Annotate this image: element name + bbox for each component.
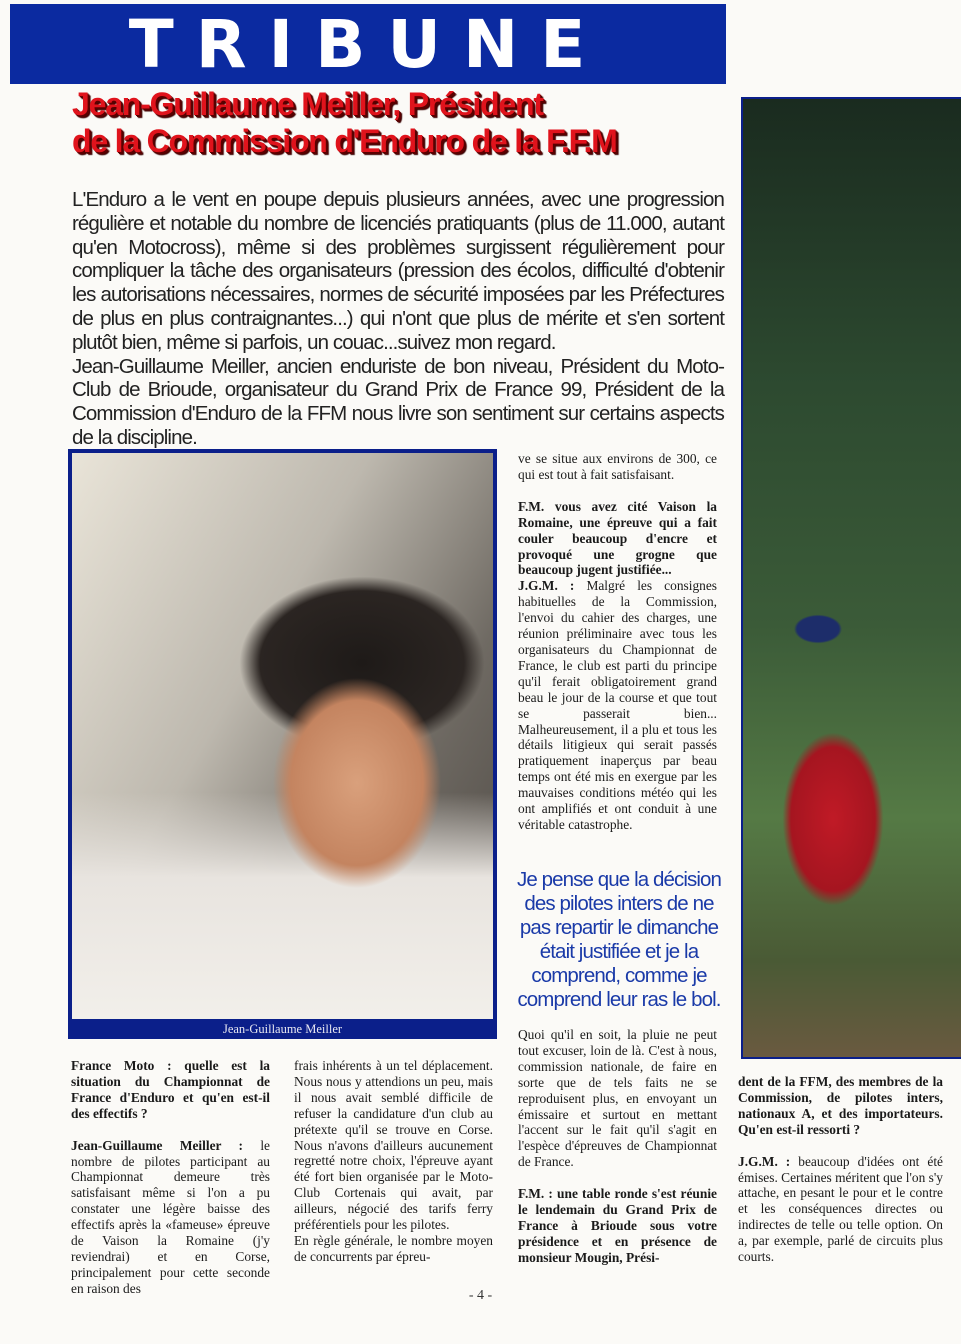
answer-1-text: le nombre de pilotes participant au Championnat demeure très satisfaisant même si l'on a pu constater une légère baisse des effectifs après la «fameuse» épreuve de Vaison la Romaine (j'y reviendrai) et en Corse, principalement pour cette seconde en raison des bbox=[71, 1137, 270, 1296]
photo-caption: Jean-Guillaume Meiller bbox=[222, 1022, 343, 1036]
article-column-3-top bbox=[518, 451, 717, 833]
article-column-3-bottom bbox=[518, 1027, 717, 1266]
column-3-text-2: Quoi qu'il en soit, la pluie ne peut tout excuser, loin de là. C'est à nous, commission nationale, de faire en sorte que de tels faits ne se reproduisent plus, en envoyant un émissaire et surtout en mettant l'accent sur le fait qu'il s'agit en l'espèce d'épreuves de Championnat de France. bbox=[518, 1027, 717, 1170]
race-photo bbox=[741, 97, 961, 1059]
intro-text-1: L'Enduro a le vent en poupe depuis plusieurs années, avec une progression régulière et notable du nombre de licenciés pratiquants (plus de 11.000, autant qu'en Motocross), même si des problèmes surgissent régulièrement pour compliquer la tâche des organisateurs (pression des écolos, difficulté d'obtenir les autorisations nécessaires, normes de sécurité imposées par les Préfectures de plus en plus contraignantes...) qui n'ont que plus de mérite et s'en sortent plutôt bien, même si parfois, un couac...suivez mon regard. bbox=[72, 188, 724, 354]
answer-1-speaker: Jean-Guillaume Meiller : bbox=[71, 1137, 243, 1153]
answer-3-text: beaucoup d'idées ont été émises. Certaines méritent que l'on s'y attache, en pesant le pour et le contre et les conséquences directes ou indirectes de telle ou telle option. On a, par exemple, parlé de circuits plus courts. bbox=[738, 1153, 943, 1265]
intro-text-2: Jean-Guillaume Meiller, ancien enduriste de bon niveau, Président du Moto-Club de Brioude, organisateur du Grand Prix de France 99, Président de la Commission d'Enduro de la FFM nous livre son sentiment sur certains aspects de la discipline. bbox=[72, 354, 724, 449]
page-number: - 4 - bbox=[468, 1288, 493, 1303]
answer-3 bbox=[738, 1154, 943, 1265]
answer-2-speaker: J.G.M. : bbox=[518, 578, 575, 594]
answer-2 bbox=[518, 578, 717, 833]
portrait-photo bbox=[68, 449, 497, 1039]
race-image bbox=[743, 99, 961, 1057]
question-3: F.M. : une table ronde s'est réunie le lendemain du Grand Prix de France à Brioude sous votre présidence et en présence de monsieur Mougin, Prési- bbox=[518, 1186, 717, 1265]
question-3-continued: dent de la FFM, des membres de la Commission, de pilotes inters, nationaux A, et des importateurs. Qu'en est-il ressorti ? bbox=[738, 1074, 943, 1137]
question-2: F.M. vous avez cité Vaison la Romaine, une épreuve qui a fait couler beaucoup d'encre et provoqué une grogne que beaucoup jugent justifiée... bbox=[518, 498, 717, 578]
article-column-2 bbox=[294, 1058, 493, 1265]
pull-quote: Je pense que la décision des pilotes inters de ne pas repartir le dimanche était justifiée et je la comprend, comme je comprend leur ras le bol. bbox=[516, 868, 722, 1011]
column-3-text-1: ve se situe aux environs de 300, ce qui est tout à fait satisfaisant. bbox=[518, 451, 717, 482]
article-headline bbox=[72, 86, 712, 160]
masthead-title: TRIBUNE bbox=[128, 6, 608, 83]
answer-2-text: Malgré les consignes habituelles de la Commission, l'envoi du cahier des charges, une réunion préliminaire avec tous les organisateurs du Championnat de France, le club est parti du principe qu'il ferait obligatoirement grand beau le jour de la course et que tout se passerait bien... Malheureusement, il a plu et tous les détails litigieux qui serait passés pratiquement inaperçus par beau temps ont été mis en exergue par les mauvaises conditions météo qui les ont amplifiés et ont conduit à une véritable catastrophe. bbox=[518, 578, 717, 832]
article-column-4 bbox=[738, 1074, 943, 1265]
answer-3-speaker: J.G.M. : bbox=[738, 1153, 791, 1169]
question-1: France Moto : quelle est la situation du Championnat de France d'Enduro et qu'en est-il des effectifs ? bbox=[71, 1058, 270, 1121]
headline-line-1: Jean-Guillaume Meiller, Président bbox=[72, 86, 543, 122]
answer-1 bbox=[71, 1138, 270, 1297]
intro-paragraph bbox=[72, 188, 724, 450]
column-2-text-2: En règle générale, le nombre moyen de concurrents par épreu- bbox=[294, 1232, 493, 1264]
portrait-image bbox=[72, 453, 493, 1019]
masthead-banner bbox=[10, 4, 726, 84]
article-column-1 bbox=[71, 1058, 270, 1297]
column-2-text-1: frais inhérents à un tel déplacement. Nous nous y attendions un peu, mais il nous avait semblé difficile de refuser la candidature d'un club au prétexte qu'il se trouve en Corse. Nous n'avons d'ailleurs aucunement regretté notre choix, l'épreuve ayant été fort bien organisée par le Moto-Club Cortenais qui avait, par ailleurs, négocié des tarifs ferry préférentiels pour les pilotes. bbox=[294, 1058, 493, 1233]
headline-line-2: de la Commission d'Enduro de la F.F.M bbox=[72, 123, 617, 159]
